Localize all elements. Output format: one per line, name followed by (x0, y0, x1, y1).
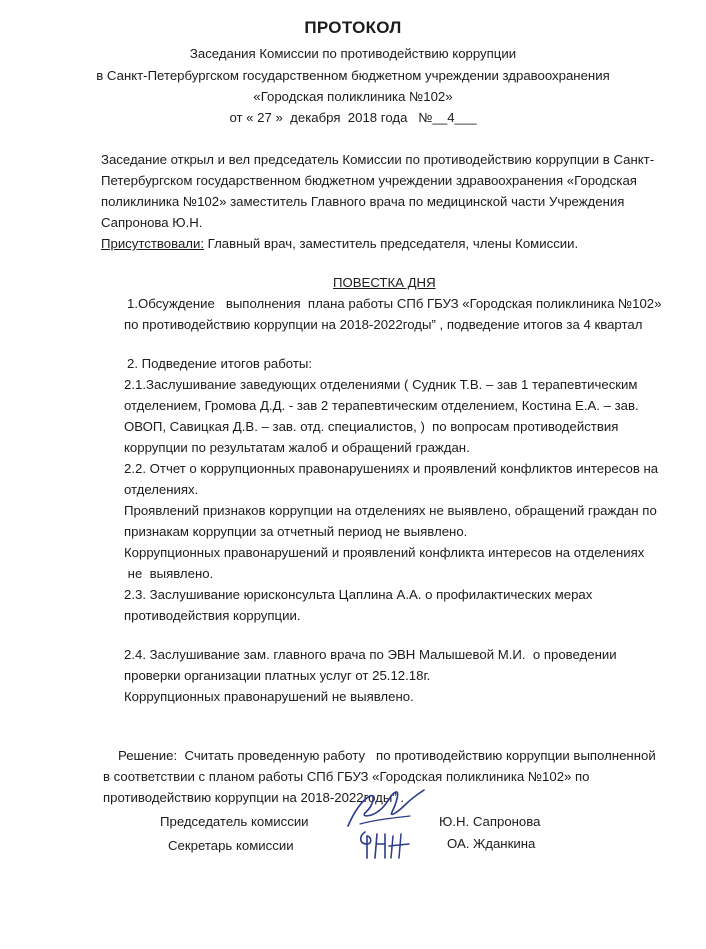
intro-line-3: поликлиника №102» заместитель Главного врача по медицинской части Учреждения (101, 194, 625, 209)
protocol-date-number: от « 27 » декабря 2018 года №__4___ (229, 110, 477, 125)
present-line (101, 235, 578, 253)
document-title: ПРОТОКОЛ (304, 18, 402, 37)
agenda-item1-line-1: 1.Обсуждение выполнения плана работы СПб ГБУЗ «Городская поликлиника №102» (127, 296, 662, 311)
present-label: Присутствовали: (101, 236, 205, 251)
secretary-name: ОА. Жданкина (447, 836, 536, 851)
subtitle-line-1: Заседания Комиссии по противодействию коррупции (189, 46, 517, 61)
intro-line-1: Заседание открыл и вел председатель Комиссии по противодействию коррупции в Санкт- (101, 152, 655, 167)
subtitle-line-3: «Городская поликлиника №102» (253, 89, 453, 104)
agenda-item2-line-10: Коррупционных правонарушений и проявлений конфликта интересов на отделениях (124, 545, 645, 560)
agenda-item24-line-1: 2.4. Заслушивание зам. главного врача по ЭВН Малышевой М.И. о проведении (124, 647, 617, 662)
agenda-item1-line-2: по противодействию коррупции на 2018-2022годы” , подведение итогов за 4 квартал (124, 317, 643, 332)
agenda-heading: ПОВЕСТКА ДНЯ (333, 275, 436, 290)
intro-line-2: Петербургском государственном бюджетном учреждении здравоохранения «Городская (101, 173, 637, 188)
agenda-item24-line-3: Коррупционных правонарушений не выявлено. (124, 689, 414, 704)
agenda-item2-line-5: коррупции по результатам жалоб и обращений граждан. (124, 440, 470, 455)
chair-role: Председатель комиссии (160, 814, 309, 829)
agenda-item2-line-1: 2. Подведение итогов работы: (127, 356, 313, 371)
secretary-signature-icon (355, 822, 415, 866)
agenda-item2-line-4: ОВОП, Савицкая Д.В. – зав. отд. специалистов, ) по вопросам противодействия (124, 419, 619, 434)
agenda-item2-line-3: отделением, Громова Д.Д. - зав 2 терапевтическим отделением, Костина Е.А. – зав. (124, 398, 639, 413)
agenda-item2-line-8: Проявлений признаков коррупции на отделениях не выявлено, обращений граждан по (124, 503, 657, 518)
decision-line-2: в соответствии с планом работы СПб ГБУЗ «Городская поликлиника №102» по (103, 769, 590, 784)
agenda-item2-line-13: противодействия коррупции. (124, 608, 301, 623)
decision-line-3: противодействию коррупции на 2018-2022годы” . (103, 790, 405, 805)
decision-line-1: Решение: Считать проведенную работу по противодействию коррупции выполненной (118, 748, 656, 763)
agenda-item2-line-6: 2.2. Отчет о коррупционных правонарушениях и проявлений конфликтов интересов на (124, 461, 659, 476)
intro-line-4: Сапронова Ю.Н. (101, 215, 203, 230)
chair-name: Ю.Н. Сапронова (439, 814, 541, 829)
agenda-item2-line-9: признакам коррупции за отчетный период не выявлено. (124, 524, 468, 539)
agenda-item24-line-2: проверки организации платных услуг от 25.12.18г. (124, 668, 431, 683)
present-text: Главный врач, заместитель председателя, члены Комиссии. (204, 236, 579, 251)
agenda-item2-line-12: 2.3. Заслушивание юрисконсульта Цаплина А.А. о профилактических мерах (124, 587, 593, 602)
agenda-item2-line-7: отделениях. (124, 482, 199, 497)
agenda-item2-line-2: 2.1.Заслушивание заведующих отделениями ( Судник Т.В. – зав 1 терапевтическим (124, 377, 638, 392)
secretary-role: Секретарь комиссии (168, 838, 294, 853)
subtitle-line-2: в Санкт-Петербургском государственном бюджетном учреждении здравоохранения (96, 68, 610, 83)
agenda-item2-line-11: не выявлено. (124, 566, 214, 581)
